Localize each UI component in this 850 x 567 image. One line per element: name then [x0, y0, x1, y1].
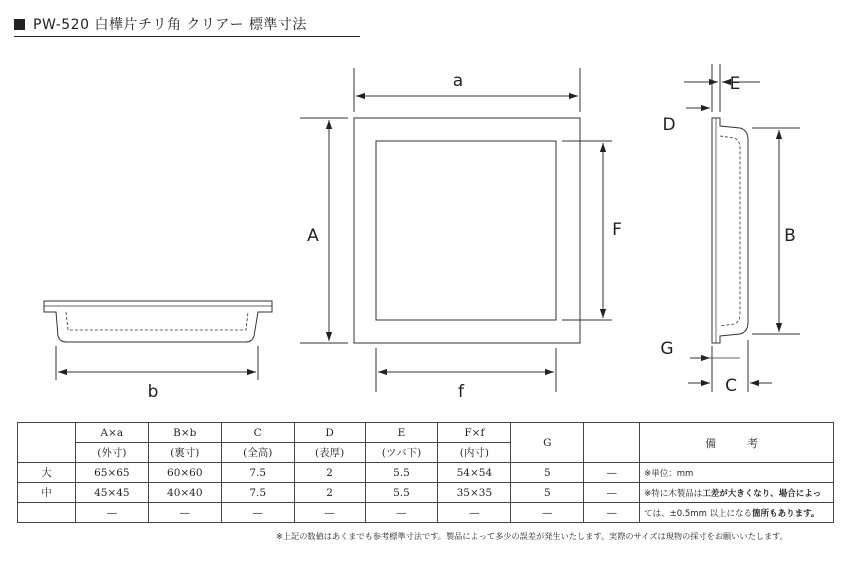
front-view-inner: [376, 141, 556, 320]
table-subheader-cell: (裏寸): [148, 443, 221, 463]
table-cell: —: [584, 503, 640, 523]
remarks-bold-text: 工差が大きくなり、場合によっ: [702, 488, 822, 499]
remarks-text: ※特に木製品は: [644, 488, 703, 499]
table-header-cell: E: [365, 423, 438, 443]
table-header-row-1: [18, 423, 834, 443]
front-view-outer: [354, 118, 580, 343]
table-cell: —: [148, 503, 221, 523]
table-header-cell: G: [511, 423, 584, 463]
table-subheader-cell: (内寸): [438, 443, 511, 463]
remarks-bold-text: 箇所もあります。: [752, 508, 820, 519]
label-C: C: [725, 376, 737, 396]
label-A: A: [307, 226, 319, 246]
table-cell: 2: [294, 483, 365, 503]
label-a: a: [452, 71, 464, 91]
table-cell: 5: [511, 463, 584, 483]
table-header-cell: [18, 423, 76, 463]
table-cell: —: [584, 463, 640, 483]
label-B: B: [784, 226, 796, 246]
remarks-text: ては、±0.5mm 以上になる: [644, 508, 753, 519]
table-cell: 40×40: [148, 483, 221, 503]
table-cell: —: [221, 503, 294, 523]
table-subheader-cell: (外寸): [75, 443, 148, 463]
table-subheader-cell: (全高): [221, 443, 294, 463]
table-cell: 7.5: [221, 463, 294, 483]
footnote: ※上記の数値はあくまでも参考標準寸法です。製品によって多少の誤差が発生いたします。実際のサイズは現物の採寸をお願いいたします。: [276, 531, 788, 541]
table-cell: 5.5: [365, 463, 438, 483]
table-cell: —: [584, 483, 640, 503]
table-header-cell: D: [294, 423, 365, 443]
table-header-cell: B×b: [148, 423, 221, 443]
table-cell: 60×60: [148, 463, 221, 483]
table-subheader-cell: (表厚): [294, 443, 365, 463]
label-b: b: [147, 382, 159, 402]
label-E: E: [729, 74, 741, 94]
table-cell: 7.5: [221, 483, 294, 503]
side-profile-bottom: [44, 301, 272, 342]
table-cell: 65×65: [75, 463, 148, 483]
table-cell: —: [294, 503, 365, 523]
table-subheader-cell: (ツバ下): [365, 443, 438, 463]
label-F: F: [612, 220, 622, 240]
label-G: G: [660, 339, 674, 359]
dimension-table: [17, 422, 834, 523]
label-f: f: [458, 382, 464, 402]
table-row: [18, 503, 834, 523]
remarks-header: 備 考: [640, 423, 834, 463]
title-text: PW-520 白樺片チリ角 クリアー 標準寸法: [33, 17, 307, 33]
remarks-tolerance-cont: [640, 503, 834, 523]
table-row: [18, 483, 834, 503]
table-header-cell: C: [221, 423, 294, 443]
table-cell: 5.5: [365, 483, 438, 503]
remarks-unit: ※単位：mm: [640, 463, 834, 483]
row-label: [18, 503, 76, 523]
side-profile-right: [712, 118, 748, 343]
table-cell: 2: [294, 463, 365, 483]
table-header-cell: [584, 423, 640, 463]
label-D: D: [662, 115, 676, 135]
table-cell: —: [75, 503, 148, 523]
table-cell: 45×45: [75, 483, 148, 503]
row-label: 中: [18, 483, 76, 503]
table-header-cell: A×a: [75, 423, 148, 443]
table-cell: —: [438, 503, 511, 523]
table-header-cell: F×f: [438, 423, 511, 443]
table-cell: —: [511, 503, 584, 523]
table-cell: 35×35: [438, 483, 511, 503]
row-label: 大: [18, 463, 76, 483]
remarks-tolerance: [640, 483, 834, 503]
table-cell: —: [365, 503, 438, 523]
table-row: [18, 463, 834, 483]
table-cell: 54×54: [438, 463, 511, 483]
table-cell: 5: [511, 483, 584, 503]
